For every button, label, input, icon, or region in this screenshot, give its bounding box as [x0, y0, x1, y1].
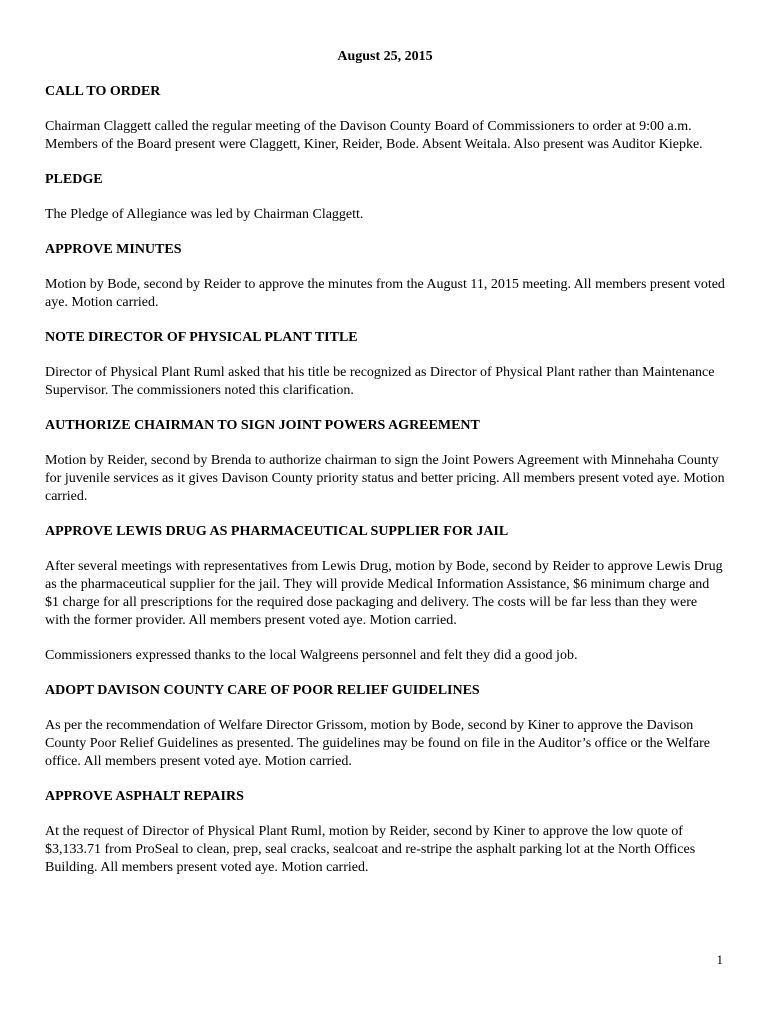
section-paragraph: Chairman Claggett called the regular meeting of the Davison County Board of Commissioners to order at 9:00 a.m. Members of the Board present were Claggett, Kiner, Reider, Bode. Absent Weitala. Also present was Auditor Kiepke.: [45, 119, 703, 152]
section-pledge: [45, 171, 725, 224]
document-page: [45, 48, 725, 894]
section-paragraph: After several meetings with representatives from Lewis Drug, motion by Bode, second by Reider to approve Lewis Drug as the pharmaceutical supplier for the jail. They will provide Medical Information Assistance, $6 minimum charge and $1 charge for all prescriptions for the required dose packaging and delivery. The costs will be far less than they were with the former provider. All members present voted aye. Motion carried.: [45, 559, 723, 628]
section-call-to-order: [45, 83, 725, 154]
section-paragraph: As per the recommendation of Welfare Director Grissom, motion by Bode, second by Kiner to approve the Davison County Poor Relief Guidelines as presented. The guidelines may be found on file in the Auditor’s office or the Welfare office. All members present voted aye. Motion carried.: [45, 718, 711, 769]
section-poor-relief-guidelines: [45, 682, 725, 771]
section-asphalt-repairs: [45, 788, 725, 877]
section-heading: NOTE DIRECTOR OF PHYSICAL PLANT TITLE: [45, 330, 358, 345]
page-number: 1: [716, 952, 723, 967]
section-paragraph: Director of Physical Plant Ruml asked that his title be recognized as Director of Physical Plant rather than Maintenance Supervisor. The commissioners noted this clarification.: [45, 365, 715, 398]
section-paragraph: At the request of Director of Physical Plant Ruml, motion by Reider, second by Kiner to approve the low quote of $3,133.71 from ProSeal to clean, prep, seal cracks, sealcoat and re-stripe the asphalt parking lot at the North Offices Building. All members present voted aye. Motion carried.: [45, 824, 696, 875]
section-physical-plant-title: [45, 329, 725, 400]
section-paragraph: Commissioners expressed thanks to the local Walgreens personnel and felt they did a good job.: [45, 648, 578, 663]
section-heading: AUTHORIZE CHAIRMAN TO SIGN JOINT POWERS AGREEMENT: [45, 418, 480, 433]
section-heading: APPROVE MINUTES: [45, 242, 182, 257]
section-paragraph: The Pledge of Allegiance was led by Chairman Claggett.: [45, 207, 364, 222]
section-paragraph: Motion by Reider, second by Brenda to authorize chairman to sign the Joint Powers Agreement with Minnehaha County for juvenile services as it gives Davison County priority status and better pricing. All members present voted aye. Motion carried.: [45, 453, 725, 504]
section-heading: APPROVE LEWIS DRUG AS PHARMACEUTICAL SUPPLIER FOR JAIL: [45, 524, 509, 539]
section-heading: CALL TO ORDER: [45, 84, 161, 99]
section-heading: APPROVE ASPHALT REPAIRS: [45, 789, 244, 804]
section-paragraph: Motion by Bode, second by Reider to approve the minutes from the August 11, 2015 meeting. All members present voted aye. Motion carried.: [45, 277, 725, 310]
section-heading: PLEDGE: [45, 172, 103, 187]
meeting-date: August 25, 2015: [337, 49, 433, 64]
section-approve-minutes: [45, 241, 725, 312]
section-joint-powers-agreement: [45, 417, 725, 506]
section-lewis-drug: [45, 523, 725, 665]
section-heading: ADOPT DAVISON COUNTY CARE OF POOR RELIEF GUIDELINES: [45, 683, 480, 698]
